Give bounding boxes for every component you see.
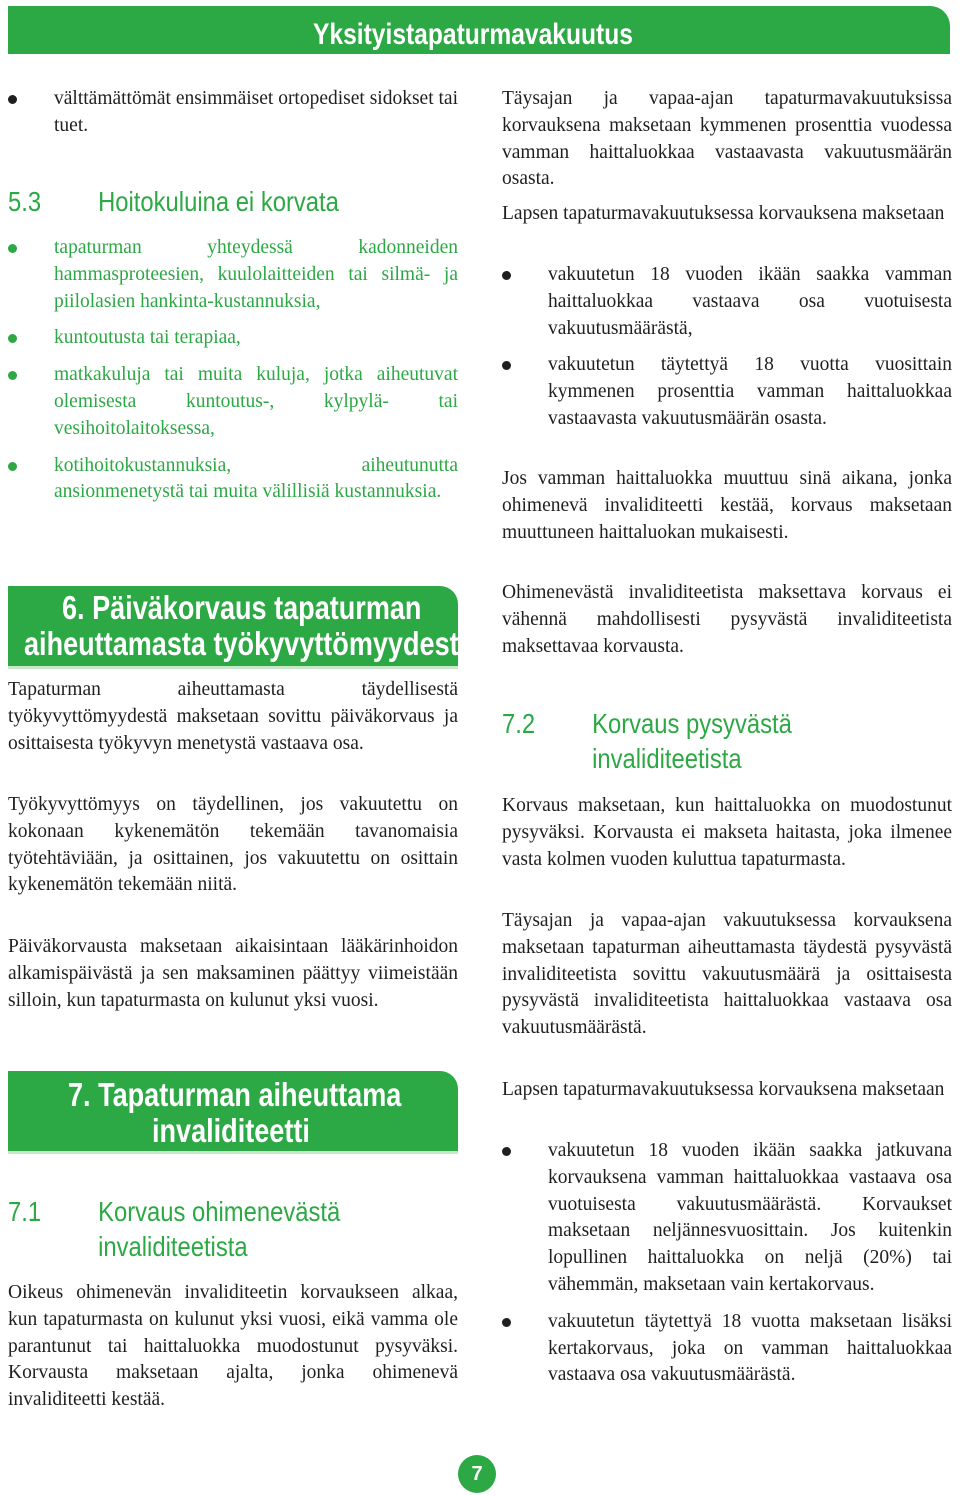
paragraph: Tapaturman aiheuttamasta täydellisestä työkyvyttömyydestä maksetaan sovittu päiväkorvaus ja osittaisesta työkyvyn menetystä vastaava osa. bbox=[8, 679, 458, 754]
list-item-text: matkakuluja tai muita kuluja, jotka aiheutuvat olemisesta kuntoutus-, kylpylä- tai vesihoitolaitoksessa, bbox=[54, 364, 458, 439]
list-item bbox=[502, 352, 952, 432]
section-7-title-line1: 7. Tapaturman aiheuttama bbox=[68, 1076, 402, 1113]
section-number: 7.2 bbox=[502, 708, 536, 739]
section-title-line2: invaliditeetista bbox=[592, 743, 742, 774]
paragraph: Ohimenevästä invaliditeetista maksettava korvaus ei vähennä mahdollisesti pysyvästä invaliditeetista maksettavaa korvausta. bbox=[502, 582, 952, 657]
header-bar bbox=[8, 6, 950, 54]
list-item-text: tapaturman yhteydessä kadonneiden hammasproteesien, kuulolaitteiden tai silmä- ja piilolasien hankinta-kustannuksia, bbox=[54, 237, 458, 312]
child-insurance-list-2 bbox=[502, 1138, 952, 1399]
list-item-text: vakuutetun täytettyä 18 vuotta maksetaan lisäksi kertakorvaus, joka on vamman haittaluokkaa vastaava osa vakuutusmäärästä. bbox=[548, 1310, 952, 1386]
paragraph: Täysajan ja vapaa-ajan vakuutuksessa korvauksena maksetaan tapaturman aiheuttamasta täydestä pysyvästä invaliditeetista sovittu vakuutusmäärä ja osittaisesta pysyvästä invaliditeetista haittaluokkaa vastaava osa vakuutusmäärästä. bbox=[502, 910, 952, 1039]
list-item-text: vakuutetun 18 vuoden ikään saakka jatkuvana korvauksena vamman haittaluokkaa vastaava osa vuotuisesta vakuutusmäärästä. Korvaukset maksetaan neljännesvuosittain. Jos kuitenkin lopullinen haittaluokka on neljä (20%) tai vähemmän, maksetaan vain kertakorvaus. bbox=[548, 1140, 952, 1295]
bullet-icon bbox=[502, 1318, 511, 1327]
list-item bbox=[502, 1138, 952, 1299]
section-7-heading-box bbox=[8, 1071, 458, 1154]
list-item-text: kuntoutusta tai terapiaa, bbox=[54, 327, 241, 349]
bullet-icon bbox=[8, 462, 17, 471]
section-7-1-heading bbox=[8, 1194, 340, 1264]
list-item bbox=[502, 1309, 952, 1389]
section-6-title-line1: 6. Päiväkorvaus tapaturman bbox=[62, 589, 422, 626]
intro-bullet-list bbox=[8, 86, 458, 150]
paragraph: Jos vamman haittaluokka muuttuu sinä aikana, jonka ohimenevä invaliditeetti kestää, korvaus maksetaan muuttuneen haittaluokan mukaisesti. bbox=[502, 468, 952, 543]
bullet-icon bbox=[502, 271, 511, 280]
section-6-heading-box bbox=[8, 586, 474, 669]
list-item bbox=[8, 453, 458, 507]
header-title: Yksityistapaturmavakuutus bbox=[313, 18, 633, 51]
section-title-line2: invaliditeetista bbox=[98, 1231, 248, 1262]
section-7-title-line2: invaliditeetti bbox=[152, 1112, 310, 1149]
bullet-icon bbox=[8, 334, 17, 343]
section-title: Hoitokuluina ei korvata bbox=[98, 186, 339, 217]
paragraph: Oikeus ohimenevän invaliditeetin korvaukseen alkaa, kun tapaturmasta on kulunut yksi vuosi, eikä vamma ole parantunut tai haittaluokka muodostunut pysyväksi. Korvausta maksetaan ajalta, jonka ohimenevä invaliditeetti kestää. bbox=[8, 1282, 458, 1411]
paragraph: Lapsen tapaturmavakuutuksessa korvauksena maksetaan bbox=[502, 1079, 945, 1100]
list-item bbox=[8, 325, 458, 352]
list-item-text: vakuutetun täytettyä 18 vuotta vuosittain kymmenen prosenttia vamman haittaluokkaa vastaavasta vakuutusmäärän osasta. bbox=[548, 354, 952, 429]
list-item-text: kotihoitokustannuksia, aiheutunutta ansionmenetystä tai muita välillisiä kustannuksia. bbox=[54, 454, 458, 503]
section-title-line1: Korvaus ohimenevästä bbox=[98, 1196, 341, 1227]
section-title-line1: Korvaus pysyvästä bbox=[592, 708, 792, 739]
section-number: 5.3 bbox=[8, 186, 42, 217]
paragraph: Korvaus maksetaan, kun haittaluokka on muodostunut pysyväksi. Korvausta ei makseta haitasta, joka ilmenee vasta kolmen vuoden kuluttua tapaturmasta. bbox=[502, 795, 952, 870]
bullet-icon bbox=[502, 361, 511, 370]
page-number-badge: 7 bbox=[458, 1455, 496, 1493]
list-item-text: vakuutetun 18 vuoden ikään saakka vamman haittaluokkaa vastaava osa vuotuisesta vakuutusmäärästä, bbox=[548, 264, 952, 339]
section-5-3-heading bbox=[8, 184, 339, 219]
paragraph: Työkyvyttömyys on täydellinen, jos vakuutettu on kokonaan kykenemätön tekemään tavanomaisia työtehtäviään, ja osittainen, jos vakuutettu on osittain kykenemätön tekemään niitä. bbox=[8, 794, 458, 896]
paragraph: Lapsen tapaturmavakuutuksessa korvauksena maksetaan bbox=[502, 203, 945, 224]
excluded-costs-list bbox=[8, 235, 458, 516]
child-insurance-list-1 bbox=[502, 262, 952, 443]
list-item bbox=[8, 86, 458, 140]
list-item bbox=[8, 235, 458, 315]
bullet-icon bbox=[8, 244, 17, 253]
bullet-icon bbox=[502, 1147, 511, 1156]
bullet-icon bbox=[8, 95, 17, 104]
list-item bbox=[502, 262, 952, 342]
paragraph: Täysajan ja vapaa-ajan tapaturmavakuutuksissa korvauksena maksetaan kymmenen prosenttia vuodessa vamman haittaluokkaa vastaavasta vakuutusmäärän osasta. bbox=[502, 88, 952, 190]
paragraph: Päiväkorvausta maksetaan aikaisintaan lääkärinhoidon alkamispäivästä ja sen maksaminen päättyy viimeistään silloin, kun tapaturmasta on kulunut yksi vuosi. bbox=[8, 936, 458, 1011]
section-number: 7.1 bbox=[8, 1196, 42, 1227]
bullet-icon bbox=[8, 371, 17, 380]
section-7-2-heading bbox=[502, 706, 792, 776]
list-item-text: välttämättömät ensimmäiset ortopediset sidokset tai tuet. bbox=[54, 88, 458, 136]
section-6-title-line2: aiheuttamasta työkyvyttömyydestä bbox=[24, 625, 474, 662]
list-item bbox=[8, 362, 458, 442]
